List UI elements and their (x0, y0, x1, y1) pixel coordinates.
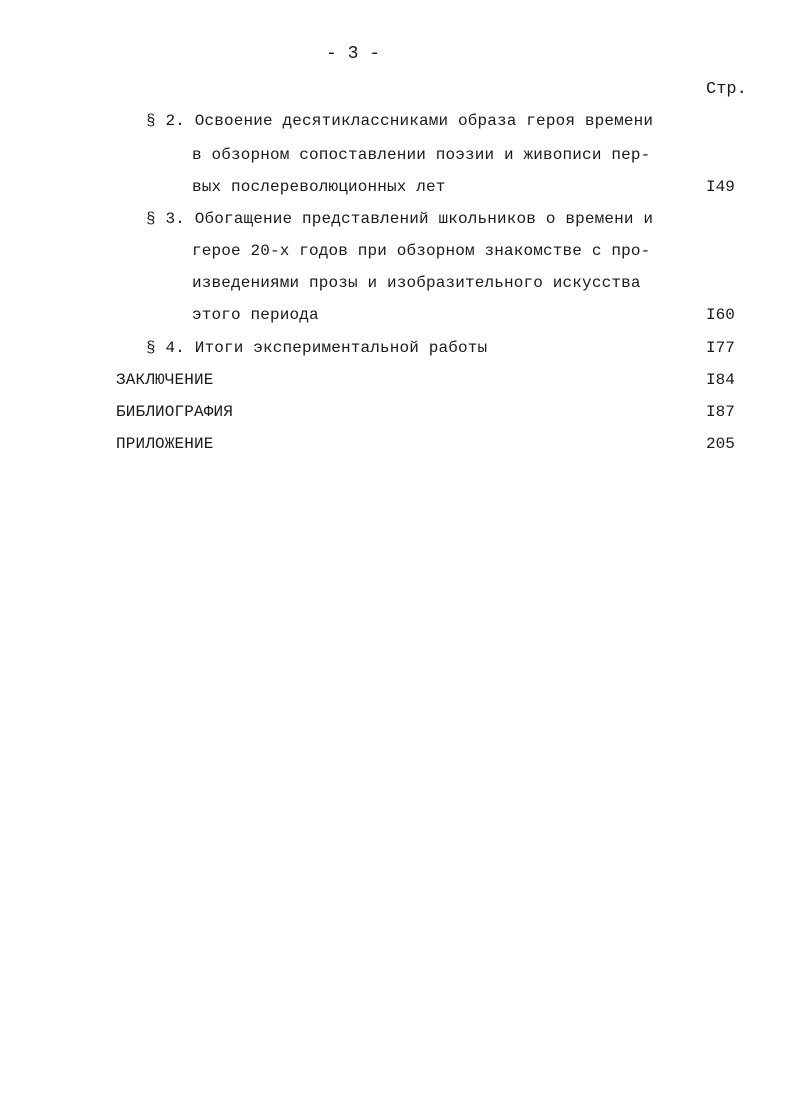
toc-line: § 4. Итоги экспериментальной работы (146, 339, 488, 357)
toc-line: в обзорном сопоставлении поэзии и живописи пер- (192, 146, 651, 164)
page-number: - 3 - (325, 44, 380, 64)
toc-line: ПРИЛОЖЕНИЕ (116, 435, 214, 453)
toc-line: герое 20-х годов при обзорном знакомстве с про- (192, 242, 651, 260)
toc-line: § 2. Освоение десятиклассниками образа героя времени (146, 112, 654, 130)
toc-page-number: I77 (706, 339, 735, 357)
toc-line: изведениями прозы и изобразительного искусства (192, 274, 641, 292)
toc-line: этого периода (192, 306, 319, 324)
toc-line: § 3. Обогащение представлений школьников о времени и (146, 210, 654, 228)
toc-line: вых послереволюционных лет (192, 178, 446, 196)
toc-page-number: 205 (706, 435, 735, 453)
toc-line: БИБЛИОГРАФИЯ (116, 403, 234, 421)
toc-page-number: I87 (706, 403, 735, 421)
toc-page-number: I60 (706, 306, 735, 324)
toc-page-number: I84 (706, 371, 735, 389)
page-column-header: Стр. (706, 80, 747, 99)
toc-line: ЗАКЛЮЧЕНИЕ (116, 371, 214, 389)
toc-page-number: I49 (706, 178, 735, 196)
